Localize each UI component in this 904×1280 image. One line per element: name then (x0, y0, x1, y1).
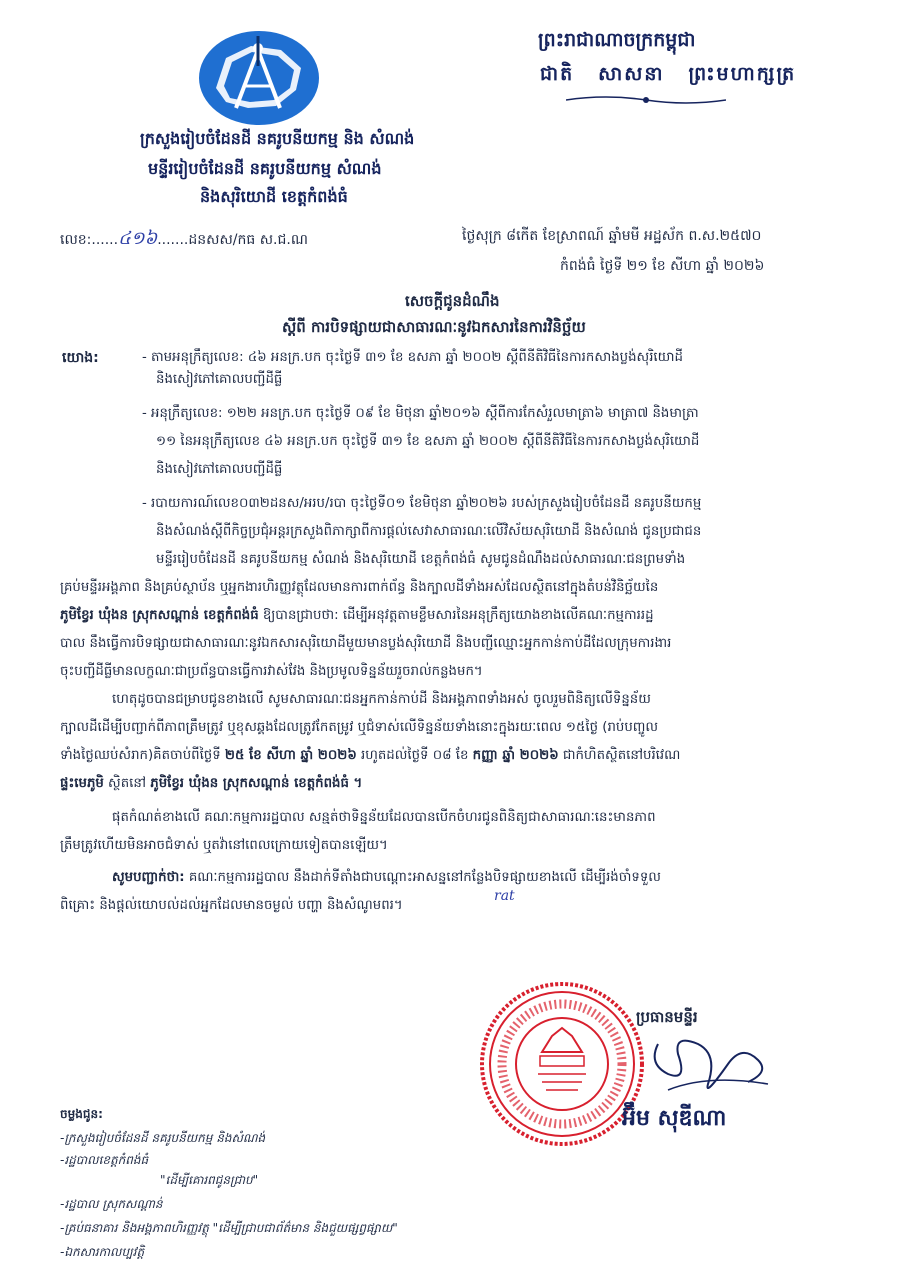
venue-location: ភូមិខ្វែរ ឃុំងន ស្រុកសណ្ដាន់ ខេត្តកំពង់ធំ ។ (150, 776, 363, 791)
handwritten-number: ៤១៦ (118, 228, 158, 249)
motto-religion: សាសនា (598, 63, 665, 85)
venue-name: ផ្ទះមេភូមិ (60, 776, 104, 791)
solar-date: កំពង់ធំ ថ្ងៃទី ២១ ខែ សីហា ឆ្នាំ ២០២៦ (560, 258, 765, 274)
para1-location: ភូមិខ្វែរ ឃុំងន ស្រុកសណ្ដាន់ ខេត្តកំពង់ធំ (60, 608, 259, 623)
para1-line1: មន្ទីររៀបចំដែនដី នគរូបនីយកម្ម សំណង់ និងសុរិយោដី ខេត្តកំពង់ធំ សូមជូនដំណឹងដល់សាធារណៈជនព្រមទាំង (156, 552, 686, 567)
reference-1-line1: - តាមអនុក្រឹត្យលេខ: ៤៦ អនក្រ.បក ចុះថ្ងៃទី ៣១ ខែ ឧសភា ឆ្នាំ ២០០២ ស្ដីពីនីតិវិធីនៃការកសាងប្លង់សុរិយោដី (142, 350, 683, 365)
reference-3-line2: និងសំណង់ស្ដីពីកិច្ចប្រជុំអន្តរក្រសួងពិភាក្សាពីការផ្ដល់សេវាសាធារណៈលើវិស័យសុរិយោដី និងសំណង់ ជូនប្រជាជន (156, 524, 702, 539)
reference-2-line1: - អនុក្រឹត្យលេខ: ១២២ អនក្រ.បក ចុះថ្ងៃទី ០៩ ខែ មិថុនា ឆ្នាំ២០១៦ ស្ដីពីការកែសំរួលមាត្រា៦ មាត្រា៧ និងមាត្រា (142, 406, 699, 421)
lunar-date: ថ្ងៃសុក្រ ៨កើត ខែស្រាពណ៍ ឆ្នាំមមី អដ្ឋស័ក ព.ស.២៥៧០ (462, 228, 762, 244)
note-label: សូមបញ្ជាក់ថា: (112, 870, 185, 885)
ornament-divider-icon (566, 92, 726, 108)
para2-line3-c: ជាកំហិតស្ថិតនៅបរិវេណ (558, 748, 681, 763)
para2-line3 (60, 746, 680, 766)
end-date: កញ្ញា ឆ្នាំ ២០២៦ (472, 748, 559, 763)
reference-prefix: លេខ:...... (60, 232, 119, 248)
motto-nation: ជាតិ (540, 63, 575, 85)
reference-suffix: .......ដនសស/កធ ស.ជ.ណ (157, 232, 308, 248)
start-date: ២៥ ខែ សីហា ឆ្នាំ ២០២៦ (224, 748, 357, 763)
cc-item-4: -គ្រប់ធនាគារ និងអង្គភាពហិរញ្ញវត្ថុ "ដើម្បីជ្រាបជាព័ត៌មាន និងជួយផ្សព្វផ្សាយ" (60, 1221, 398, 1235)
cc-item-5: -ឯកសារកាលប្បវត្តិ (60, 1245, 145, 1259)
para1-line3 (60, 606, 654, 626)
signatory-title: ប្រធានមន្ទីរ (636, 1008, 698, 1026)
para2-line4-mid: ស្ថិតនៅ (103, 776, 151, 791)
signature-icon (638, 1024, 788, 1104)
ministry-name: ក្រសួងរៀបចំដែនដី នគរូបនីយកម្ម និង សំណង់ (140, 129, 415, 148)
note-line2: ពិគ្រោះ និងផ្ដល់យោបល់ដល់អ្នកដែលមានចម្ងល់ បញ្ហា និងសំណូមពរ។ (60, 898, 403, 913)
note-text: គណៈកម្មការរដ្ឋបាល នឹងដាក់ទីតាំងជាបណ្ដោះអាសន្ននៅកន្លែងបិទផ្សាយខាងលើ ដើម្បីរង់ចាំទទួល (184, 870, 661, 885)
para1-tail: ឱ្យបានជ្រាបថា: ដើម្បីអនុវត្តតាមខ្លឹមសារនៃអនុក្រឹត្យយោងខាងលើគណៈកម្មការរដ្ឋ (258, 608, 654, 623)
kingdom-heading: ព្រះរាជាណាចក្រកម្ពុជា (538, 29, 696, 51)
para2-line1: ហេតុដូចបានជម្រាបជូនខាងលើ សូមសាធារណៈជនអ្នកកាន់កាប់ដី និងអង្គភាពទាំងអស់ ចូលរួមពិនិត្យលើទិន្នន័យ (112, 692, 651, 707)
reference-number (60, 226, 308, 253)
signatory-name: អ៊ឹម សុឌីណា (622, 1105, 727, 1131)
references-label: យោង: (62, 350, 99, 366)
handwritten-initial: rat (494, 888, 515, 904)
motto-king: ព្រះមហាក្សត្រ (688, 63, 797, 85)
note-line1 (112, 868, 661, 888)
department-name-line1: មន្ទីររៀបចំដែនដី នគរូបនីយកម្ម សំណង់ (148, 159, 382, 178)
cc-item-2-note: "ដើម្បីគោរពជូនជ្រាប" (160, 1173, 259, 1187)
cc-item-3: -រដ្ឋបាល ស្រុកសណ្ដាន់ (60, 1197, 163, 1211)
para3-line1: ផុតកំណត់ខាងលើ គណៈកម្មការរដ្ឋបាល សន្មត់ថាទិន្នន័យដែលបានបើកចំហរជូនពិនិត្យជាសាធារណៈនេះមានភាព (112, 810, 656, 825)
para2-line2: ក្បាលដីដើម្បីបញ្ជាក់ពីភាពត្រឹមត្រូវ ឬខុសឆ្គងដែលត្រូវកែតម្រូវ ឬជំទាស់លើទិន្នន័យទាំងនោះក្នុងរយៈពេល ១៥ថ្ងៃ (រាប់បញ្ចូល (60, 720, 659, 735)
para1-line2: គ្រប់មន្ទីរអង្គភាព និងគ្រប់ស្ថាប័ន ឬអ្នកងារហិរញ្ញវត្ថុដែលមានការពាក់ព័ន្ធ និងក្បាលដីទាំងអស់ដែលស្ថិតនៅក្នុងតំបន់វិនិច្ឆ័យនៃ (60, 580, 659, 595)
para2-line3-b: រហូតដល់ថ្ងៃទី ០៨ ខែ (356, 748, 473, 763)
document-type-title: សេចក្ដីជូនដំណឹង (405, 292, 500, 310)
reference-2-line2: ១១ នៃអនុក្រឹត្យលេខ ៤៦ អនក្រ.បក ចុះថ្ងៃទី ៣១ ខែ ឧសភា ឆ្នាំ ២០០២ ស្ដីពីនីតិវិធីនៃការកសាងប្លង់សុរិយោដី (156, 434, 700, 449)
reference-3-line1: - របាយការណ៍លេខ០៣២ដនស/អរប/របា ចុះថ្ងៃទី០១ ខែមិថុនា ឆ្នាំ២០២៦ របស់ក្រសួងរៀបចំដែនដី នគរូបនីយកម្ម (142, 496, 702, 511)
cc-item-1: -ក្រសួងរៀបចំដែនដី នគរូបនីយកម្ម និងសំណង់ (60, 1131, 266, 1145)
para2-line4 (60, 774, 362, 794)
para1-line5: ចុះបញ្ជីដីធ្លីមានលក្ខណៈជាប្រព័ន្ធបានធ្វើការវាស់វែង និងប្រមូលទិន្នន័យរួចរាល់កន្លងមក។ (60, 664, 483, 679)
cc-item-2: -រដ្ឋបាលខេត្តកំពង់ធំ (60, 1153, 149, 1167)
reference-1-line2: និងសៀវភៅគោលបញ្ជីដីធ្លី (156, 372, 283, 387)
para3-line2: ត្រឹមត្រូវហើយមិនអាចជំទាស់ ឬតវ៉ានៅពេលក្រោយទៀតបានឡើយ។ (60, 838, 388, 853)
cc-title: ចម្លងជូន: (60, 1107, 103, 1121)
ministry-logo-icon (196, 28, 322, 128)
para1-line4: បាល នឹងធ្វើការបិទផ្សាយជាសាធារណៈនូវឯកសារសុរិយោដីមួយមានប្លង់សុរិយោដី និងបញ្ជីឈ្មោះអ្នកកាន់កាប់ដីដែលក្រុមការងារ (60, 636, 672, 651)
department-name-line2: និងសុរិយោដី ខេត្តកំពង់ធំ (200, 187, 348, 206)
para2-line3-a: ទាំងថ្ងៃឈប់សំរាក)គិតចាប់ពីថ្ងៃទី (60, 748, 225, 763)
subject-title: ស្ដីពី ការបិទផ្សាយជាសាធារណៈនូវឯកសារនៃការវិនិច្ឆ័យ (282, 318, 586, 336)
national-motto (528, 62, 808, 90)
official-seal-stamp (478, 980, 646, 1148)
reference-2-line3: និងសៀវភៅគោលបញ្ជីដីធ្លី (156, 462, 283, 477)
